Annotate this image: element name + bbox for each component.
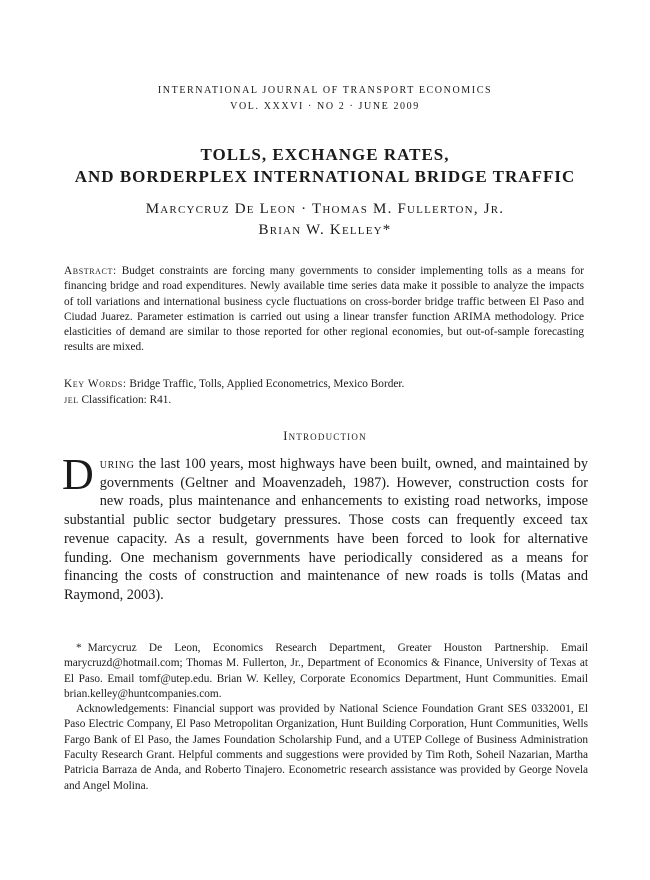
authors-line-2: Brian W. Kelley [258,222,383,238]
drop-cap: D [62,450,94,499]
footnote [64,641,588,794]
jel-text: Classification: R41. [81,394,172,406]
keywords [64,377,584,392]
footnote-marker: * [76,642,82,654]
first-word: uring [99,456,135,472]
authors-line-2-wrap [0,220,650,241]
title-line-1: TOLLS, EXCHANGE RATES, [200,145,450,164]
journal-issue: VOL. XXXVI · NO 2 · JUNE 2009 [230,101,420,112]
abstract-label: Abstract: [64,265,117,277]
footnote-acknowledgements: Acknowledgements: Financial support was provided by National Science Foundation Grant SES 0332001, El Paso Electric Company, El Paso Metropolitan Organization, Hunt Building Corporation, Hunt Communities, Wells Fargo Bank of El Paso, the James Foundation Scholarship Fund, and a UTEP College of Business Administration Faculty Research Grant. Helpful comments and suggestions were provided by Tim Roth, Soheil Nazarian, Martha Patricia Barraza de Anda, and Roberto Tinajero. Econometric research assistance was provided by George Novela and Angel Molina. [64,703,588,792]
section-heading-introduction: Introduction [283,429,367,443]
title-line-2: AND BORDERPLEX INTERNATIONAL BRIDGE TRAFFIC [74,167,576,186]
introduction-paragraph [62,450,588,605]
abstract-text: Budget constraints are forcing many governments to consider implementing tolls as a means for financing bridge and road expenditures. Newly available time series data make it possible to analyze the impacts of toll variations and international business cycle fluctuations on cross-border bridge traffic between El Paso and Ciudad Juarez. Parameter estimation is carried out using a linear transfer function ARIMA methodology. Price elasticities of demand are similar to those reported for other regional economies, but out-of-sample forecasting results are mixed. [64,265,584,354]
abstract [64,264,584,356]
authors-line-1: Marcycruz De Leon · Thomas M. Fullerton, Jr. [145,201,505,217]
introduction-text: the last 100 years, most highways have been built, owned, and maintained by governments (Geltner and Moavenzadeh, 1987). However, construction costs for new roads, plus maintenance and enhancements to existing road networks, impose substantial public sector budgetary pressures. Those costs can frequently exceed tax revenue capacity. As a result, governments have been forced to look for alternative funding. One mechanism governments have periodically considered as a means for financing the costs of construction and maintenance of new roads is tolls (Matas and Raymond, 2003). [64,456,588,603]
keywords-text: Bridge Traffic, Tolls, Applied Econometrics, Mexico Border. [129,378,405,390]
footnote-affiliations-text: Marcycruz De Leon, Economics Research Department, Greater Houston Partnership. Email marycruzd@hotmail.com; Thomas M. Fullerton, Jr., Department of Economics & Finance, University of Texas at El Paso. Email tomf@utep.edu. Brian W. Kelley, Corporate Economics Department, Hunt Communities. Email brian.kelley@huntcompanies.com. [64,642,588,700]
paper-title [0,144,650,188]
keywords-label: Key Words: [64,378,127,390]
author-footnote-marker: * [382,222,392,238]
jel-classification [64,393,584,408]
jel-label: jel [64,394,79,406]
author-list [0,199,650,241]
footnote-affiliations [64,641,588,702]
journal-name: INTERNATIONAL JOURNAL OF TRANSPORT ECONOMICS [157,85,493,96]
